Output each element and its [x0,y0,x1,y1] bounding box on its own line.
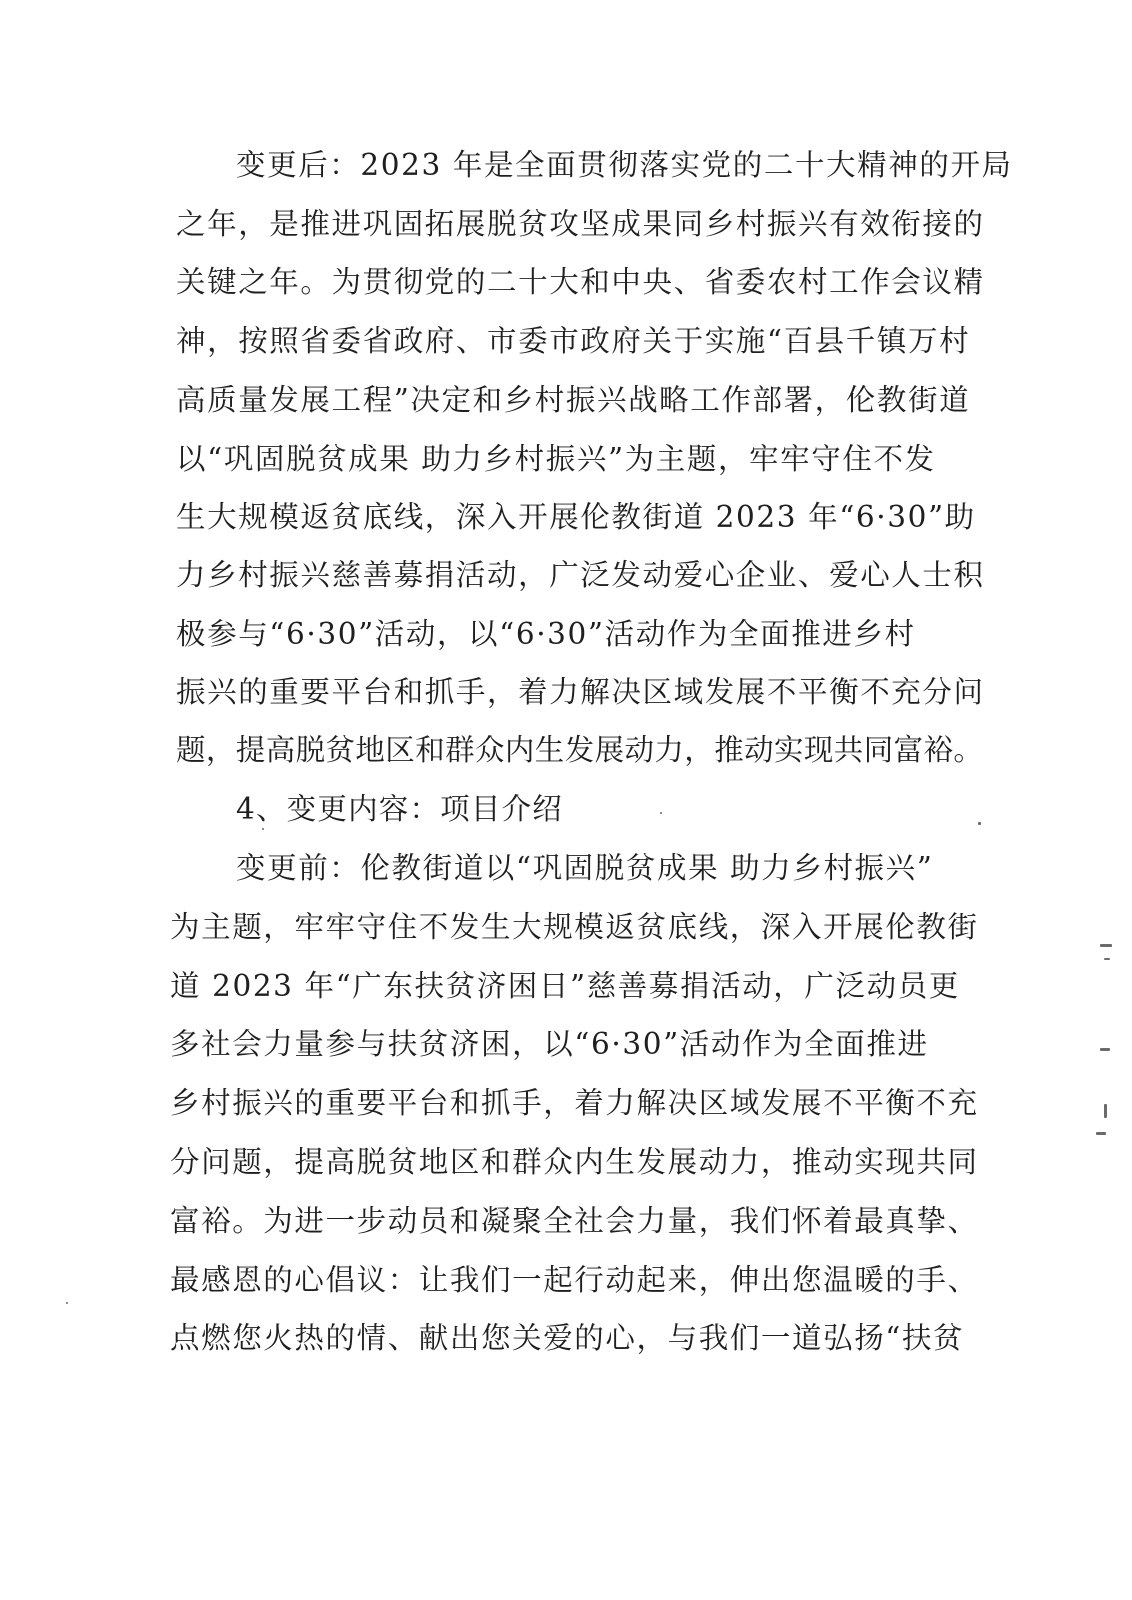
scan-speck [1100,1048,1110,1051]
paragraph-line-12: 变更前：伦教街道以“巩固脱贫成果 助力乡村振兴” [236,851,934,885]
paragraph-line-19: 最感恩的心倡议：让我们一起行动起来，伸出您温暖的手、 [170,1263,979,1297]
paragraph-line-17: 分问题，提高脱贫地区和群众内生发展动力，推动实现共同 [170,1145,979,1179]
paragraph-line-9: 极参与“6·30”活动，以“6·30”活动作为全面推进乡村 [176,617,916,651]
scan-speck [66,1302,68,1304]
scan-speck [1104,958,1110,960]
scan-speck [262,828,264,830]
paragraph-line-6: 以“巩固脱贫成果 助力乡村振兴”为主题，牢牢守住不发 [176,442,936,476]
paragraph-line-1: 变更后：2023 年是全面贯彻落实党的二十大精神的开局 [236,148,1013,182]
section-heading: 4、变更内容：项目介绍 [236,792,563,826]
paragraph-line-20: 点燃您火热的情、献出您关爱的心，与我们一道弘扬“扶贫 [170,1321,965,1355]
scan-speck [660,812,662,814]
scan-speck [1104,1104,1107,1118]
paragraph-line-14: 道 2023 年“广东扶贫济困日”慈善募捐活动，广泛动员更 [170,969,960,1003]
scan-speck [1100,944,1112,947]
paragraph-line-4: 神，按照省委省政府、市委市政府关于实施“百县千镇万村 [176,324,971,358]
paragraph-line-13: 为主题，牢牢守住不发生大规模返贫底线，深入开展伦教街 [170,910,979,944]
paragraph-line-18: 富裕。为进一步动员和凝聚全社会力量，我们怀着最真挚、 [170,1204,979,1238]
paragraph-line-3: 关键之年。为贯彻党的二十大和中央、省委农村工作会议精 [176,265,985,299]
scan-speck [1096,1132,1106,1135]
scan-speck [978,822,981,825]
paragraph-line-2: 之年，是推进巩固拓展脱贫攻坚成果同乡村振兴有效衔接的 [176,207,985,241]
paragraph-line-16: 乡村振兴的重要平台和抓手，着力解决区域发展不平衡不充 [170,1086,979,1120]
paragraph-line-7: 生大规模返贫底线，深入开展伦教街道 2023 年“6·30”助 [176,500,976,534]
paragraph-line-10: 振兴的重要平台和抓手，着力解决区域发展不平衡不充分问 [176,675,985,709]
paragraph-line-11: 题，提高脱贫地区和群众内生发展动力，推动实现共同富裕。 [176,733,984,767]
paragraph-line-8: 力乡村振兴慈善募捐活动，广泛发动爱心企业、爱心人士积 [176,558,985,592]
paragraph-line-5: 高质量发展工程”决定和乡村振兴战略工作部署，伦教街道 [176,383,971,417]
paragraph-line-15: 多社会力量参与扶贫济困，以“6·30”活动作为全面推进 [170,1027,929,1061]
